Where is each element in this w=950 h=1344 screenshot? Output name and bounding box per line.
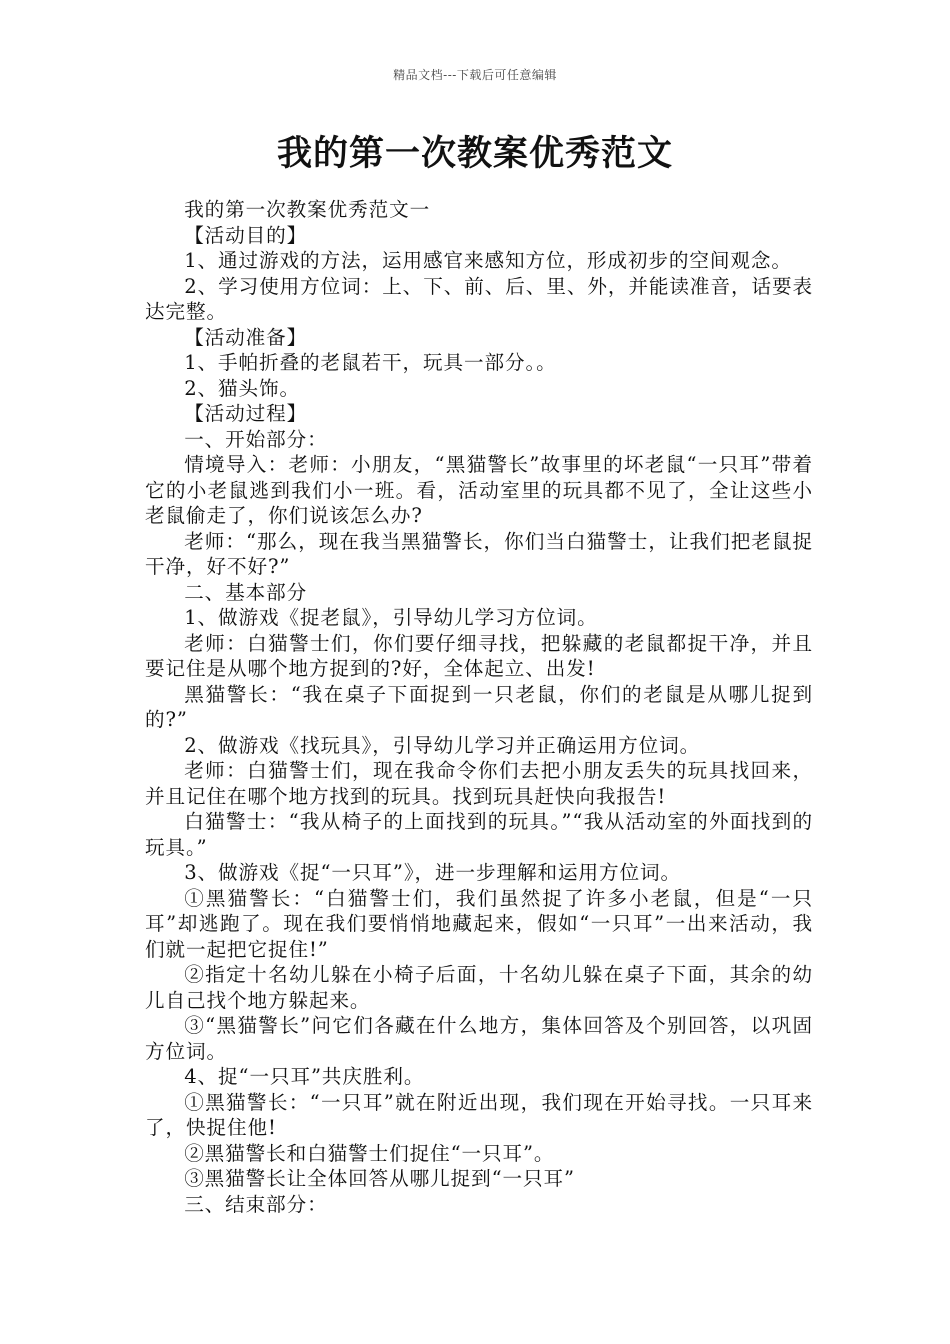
section-heading-process: 【活动过程】: [184, 402, 308, 425]
body-paragraph: ②黑猫警长和白猫警士们捉住“一只耳”。: [184, 1141, 555, 1165]
body-paragraph: 2、学习使用方位词：上、下、前、后、里、外，并能读准音，话要表达完整。: [145, 274, 813, 323]
body-paragraph: 2、猫头饰。: [184, 376, 301, 400]
body-paragraph: 3、做游戏《捉“一只耳”》，进一步理解和运用方位词。: [184, 861, 681, 884]
body-paragraph: 1、做游戏《捉老鼠》，引导幼儿学习方位词。: [184, 606, 598, 629]
body-paragraph: ③“黑猫警长”问它们各藏在什么地方，集体回答及个别回答，以巩固方位词。: [145, 1014, 813, 1063]
body-paragraph: 4、捉“一只耳”共庆胜利。: [184, 1065, 425, 1088]
body-paragraph: 二、基本部分: [184, 580, 308, 604]
body-paragraph: 情境导入：老师：小朋友，“黑猫警长”故事里的坏老鼠“一只耳”带着它的小老鼠逃到我们小一班。看，活动室里的玩具都不见了，全让这些小老鼠偷走了，你们说该怎么办?: [145, 453, 813, 527]
body-paragraph: 三、结束部分：: [184, 1192, 328, 1216]
document-title: 我的第一次教案优秀范文: [276, 134, 673, 174]
body-paragraph: 老师：白猫警士们，现在我命令你们去把小朋友丢失的玩具找回来，并且记住在哪个地方找到的玩具。找到玩具赶快向我报告!: [145, 759, 813, 808]
body-paragraph: 黑猫警长：“我在桌子下面捉到一只老鼠，你们的老鼠是从哪儿捉到的?”: [145, 682, 813, 731]
page-header: 精品文档---下载后可任意编辑: [393, 68, 557, 82]
body-paragraph: ③黑猫警长让全体回答从哪儿捉到“一只耳”: [184, 1167, 575, 1190]
body-paragraph: 一、开始部分：: [184, 427, 328, 451]
body-paragraph: 白猫警士：“我从椅子的上面找到的玩具。”“我从活动室的外面找到的玩具。”: [145, 810, 813, 859]
body-paragraph: ①黑猫警长：“一只耳”就在附近出现，我们现在开始寻找。一只耳来了，快捉住他!: [145, 1090, 813, 1139]
body-paragraph: ②指定十名幼儿躲在小椅子后面，十名幼儿躲在桌子下面，其余的幼儿自己找个地方躲起来。: [145, 963, 813, 1012]
section-heading-preparation: 【活动准备】: [184, 325, 308, 349]
body-paragraph: 老师：“那么，现在我当黑猫警长，你们当白猫警士，让我们把老鼠捉干净，好不好?”: [145, 529, 813, 578]
body-paragraph: 2、做游戏《找玩具》，引导幼儿学习并正确运用方位词。: [184, 733, 701, 757]
body-paragraph: 老师：白猫警士们，你们要仔细寻找，把躲藏的老鼠都捉干净，并且要记住是从哪个地方捉到的?好，全体起立、出发!: [145, 631, 813, 680]
body-paragraph: 1、手帕折叠的老鼠若干，玩具一部分。。: [184, 351, 557, 374]
body-paragraph: ①黑猫警长：“白猫警士们，我们虽然捉了许多小老鼠，但是“一只耳”却逃跑了。现在我们要悄悄地藏起来，假如“一只耳”一出来活动，我们就一起把它捉住!”: [145, 886, 813, 961]
document-body: [145, 197, 813, 1217]
section-heading-goals: 【活动目的】: [184, 223, 308, 247]
body-paragraph: 1、通过游戏的方法，运用感官来感知方位，形成初步的空间观念。: [184, 249, 792, 272]
subtitle-paragraph: 我的第一次教案优秀范文一: [184, 198, 431, 221]
